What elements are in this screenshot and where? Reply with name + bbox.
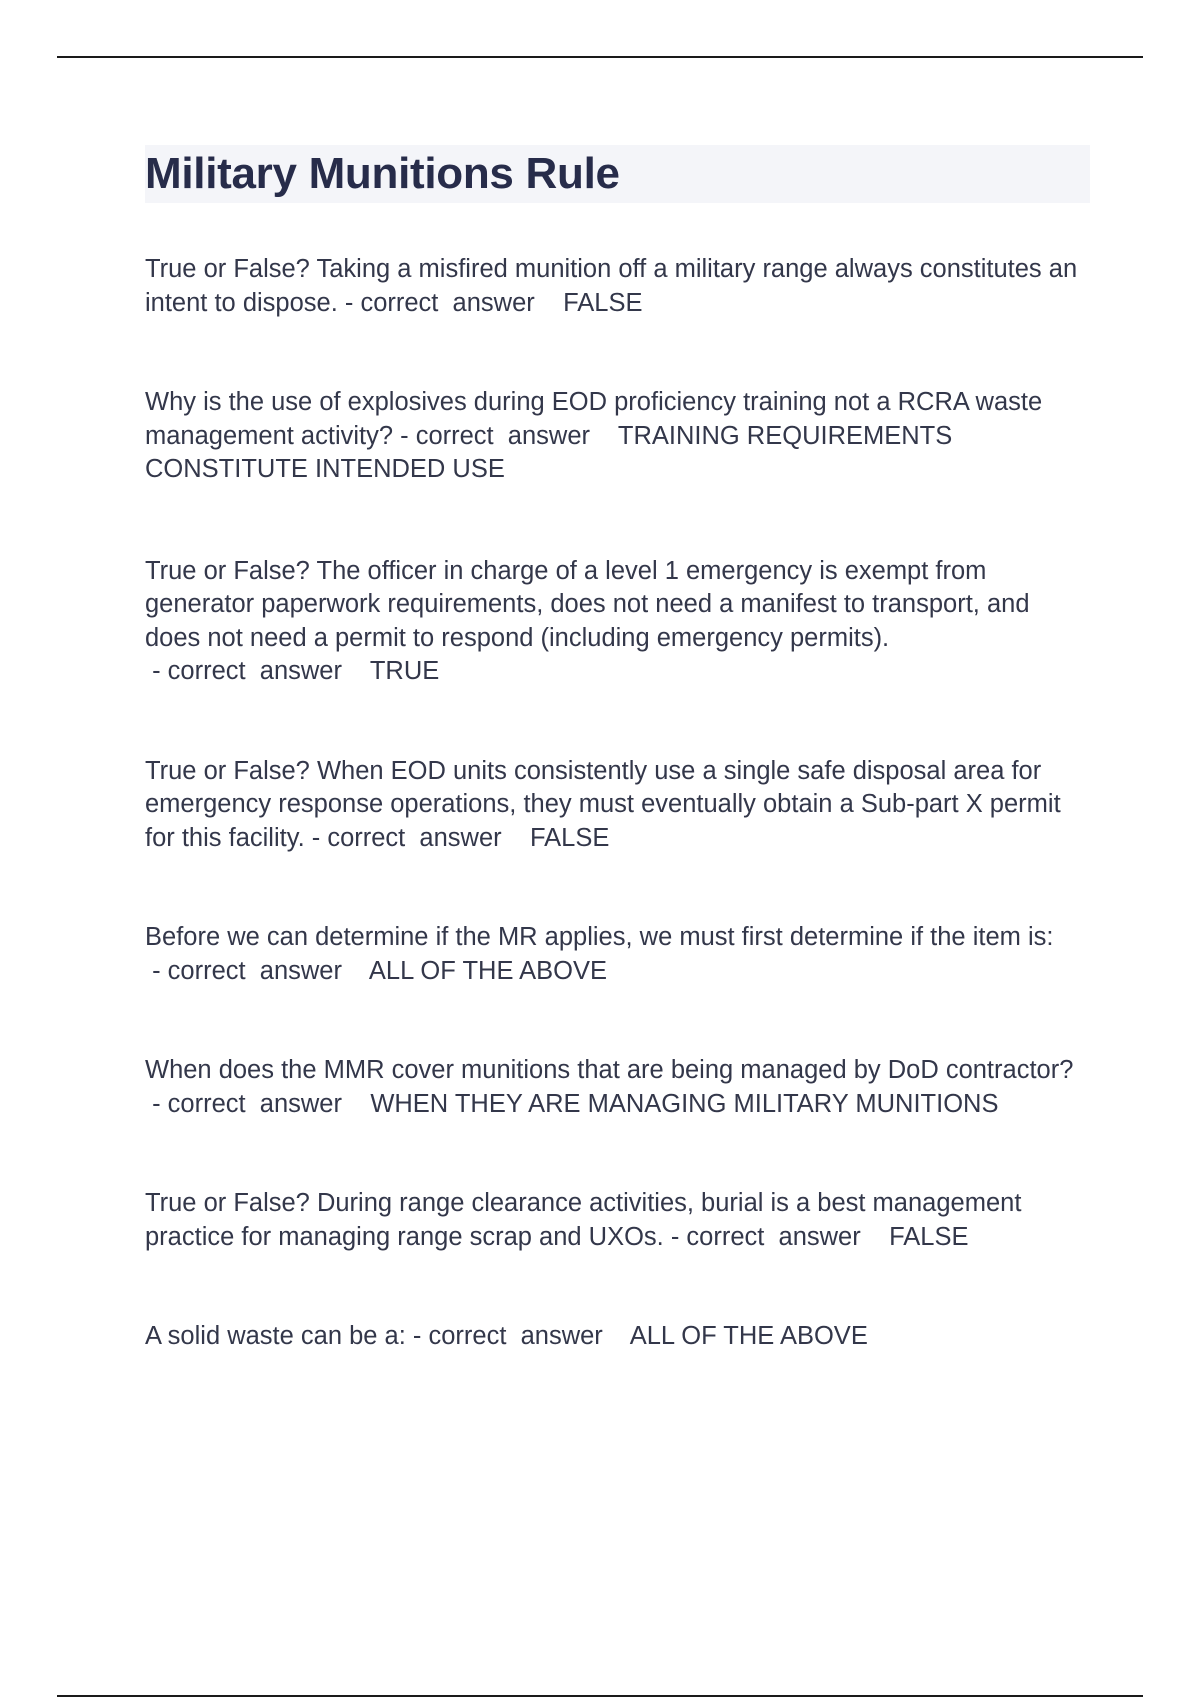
answer-text: TRAINING REQUIREMENTS CONSTITUTE INTENDED USE bbox=[145, 421, 953, 483]
answer-text: FALSE bbox=[563, 288, 643, 317]
question-text: True or False? Taking a misfired munition off a military range always constitutes an intent to dispose. bbox=[145, 255, 1078, 317]
answer-separator: - correct answer bbox=[145, 657, 370, 685]
answer-separator: - correct answer bbox=[405, 1322, 630, 1350]
qa-item bbox=[145, 386, 1090, 487]
answer-separator: - correct answer bbox=[145, 1089, 371, 1118]
answer-text: TRUE bbox=[369, 657, 440, 685]
answer-separator: - correct answer bbox=[663, 1222, 890, 1251]
answer-separator: - correct answer bbox=[145, 956, 369, 985]
qa-list bbox=[145, 253, 1090, 1354]
question-text: Before we can determine if the MR applies, we must first determine if the item is: bbox=[145, 923, 1054, 951]
qa-item bbox=[145, 921, 1090, 988]
question-text: When does the MMR cover munitions that are being managed by DoD contractor? bbox=[145, 1056, 1074, 1084]
document-body bbox=[145, 145, 1090, 1354]
question-text: True or False? During range clearance activities, burial is a best management practice for managing range scrap and UXOs. bbox=[145, 1189, 1022, 1251]
answer-text: ALL OF THE ABOVE bbox=[368, 956, 607, 985]
answer-separator: - correct answer bbox=[304, 823, 530, 852]
qa-item bbox=[145, 1054, 1090, 1121]
qa-item bbox=[145, 555, 1090, 689]
question-text: True or False? The officer in charge of a level 1 emergency is exempt from generator paperwork requirements, does not need a manifest to transport, and does not need a permit to respond (including emergency permits). bbox=[145, 556, 1030, 652]
qa-item bbox=[145, 253, 1090, 320]
title-band bbox=[145, 145, 1090, 203]
answer-text: FALSE bbox=[889, 1222, 969, 1251]
qa-item bbox=[145, 1187, 1090, 1254]
top-divider bbox=[57, 56, 1143, 58]
question-text: Why is the use of explosives during EOD proficiency training not a RCRA waste management activity? bbox=[145, 388, 1043, 450]
page-title: Military Munitions Rule bbox=[145, 149, 620, 198]
answer-text: ALL OF THE ABOVE bbox=[629, 1322, 868, 1350]
question-text: A solid waste can be a: bbox=[145, 1322, 406, 1350]
answer-separator: - correct answer bbox=[393, 421, 618, 450]
qa-item bbox=[145, 1320, 1090, 1354]
answer-separator: - correct answer bbox=[337, 288, 564, 317]
answer-text: FALSE bbox=[529, 823, 610, 852]
question-text: True or False? When EOD units consistently use a single safe disposal area for emergency response operations, they must eventually obtain a Sub-part X permit for this facility. bbox=[145, 756, 1061, 852]
qa-item bbox=[145, 755, 1090, 856]
bottom-divider bbox=[57, 1695, 1143, 1697]
answer-text: WHEN THEY ARE MANAGING MILITARY MUNITIONS bbox=[370, 1089, 999, 1118]
